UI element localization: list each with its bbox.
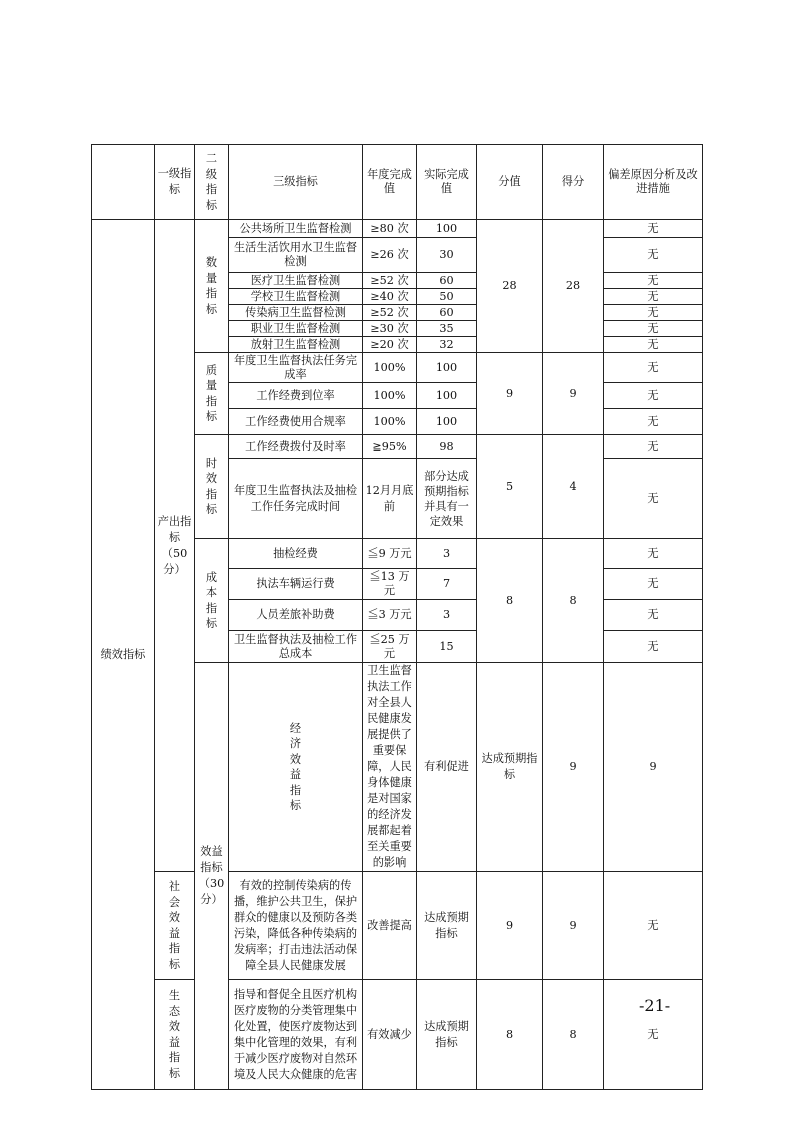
target-cell: ≧95% (363, 435, 417, 459)
target-cell: ≦9 万元 (363, 539, 417, 569)
score-value-cell: 9 (477, 872, 543, 980)
deviation-cell: 无 (604, 238, 703, 273)
header-score-value: 分值 (477, 145, 543, 220)
deviation-cell: 无 (604, 539, 703, 569)
deviation-cell: 无 (604, 569, 703, 600)
header-target: 年度完成值 (363, 145, 417, 220)
score-got-cell: 8 (543, 539, 604, 663)
level2-cell: 社 会 效 益 指 标 (155, 872, 195, 980)
level3-cell: 有效的控制传染病的传播，维护公共卫生，保护群众的健康以及预防各类污染，降低各种传染病的发病率；打击违法活动保障全县人民健康发展 (229, 872, 363, 980)
target-cell: ≥20 次 (363, 337, 417, 353)
target-cell: ≦3 万元 (363, 600, 417, 631)
deviation-cell: 无 (604, 305, 703, 321)
actual-cell: 3 (417, 539, 477, 569)
deviation-cell: 无 (604, 289, 703, 305)
header-level2: 二 级 指 标 (195, 145, 229, 220)
actual-cell: 60 (417, 305, 477, 321)
target-cell: ≥80 次 (363, 220, 417, 238)
score-got-cell: 9 (604, 663, 703, 872)
level3-cell: 指导和督促全且医疗机构医疗废物的分类管理集中化处置，使医疗废物达到集中化管理的效果，有利于减少医疗废物对自然环境及人民大众健康的危害 (229, 980, 363, 1090)
header-actual: 实际完成值 (417, 145, 477, 220)
actual-cell: 达成预期指标 (417, 872, 477, 980)
actual-cell: 32 (417, 337, 477, 353)
deviation-cell: 无 (604, 273, 703, 289)
level3-cell: 职业卫生监督检测 (229, 321, 363, 337)
score-got-cell: 28 (543, 220, 604, 353)
level3-cell: 卫生监督执法及抽检工作总成本 (229, 631, 363, 663)
level3-cell: 学校卫生监督检测 (229, 289, 363, 305)
score-value-cell: 5 (477, 435, 543, 539)
actual-cell: 98 (417, 435, 477, 459)
header-blank (92, 145, 155, 220)
cost-label: 成 本 指 标 (195, 539, 229, 663)
level3-cell: 工作经费使用合规率 (229, 409, 363, 435)
score-value-cell: 9 (543, 663, 604, 872)
level3-cell: 抽检经费 (229, 539, 363, 569)
level2-cell: 生 态 效 益 指 标 (155, 980, 195, 1090)
level2-cell: 经 济 效 益 指 标 (229, 663, 363, 872)
target-cell: 100% (363, 353, 417, 383)
table-row (92, 220, 703, 238)
deviation-cell: 无 (604, 872, 703, 980)
quality-label: 质 量 指 标 (195, 353, 229, 435)
level3-cell: 传染病卫生监督检测 (229, 305, 363, 321)
actual-cell: 7 (417, 569, 477, 600)
level3-cell: 工作经费拨付及时率 (229, 435, 363, 459)
performance-table (91, 144, 703, 1090)
actual-cell: 30 (417, 238, 477, 273)
score-value-cell: 8 (477, 980, 543, 1090)
actual-cell: 100 (417, 409, 477, 435)
level3-cell: 卫生监督执法工作对全县人民健康发展提供了重要保障，人民身体健康是对国家的经济发展都起着至关重要的影响 (363, 663, 417, 872)
actual-cell: 部分达成预期指标并具有一定效果 (417, 459, 477, 539)
target-cell: 100% (363, 383, 417, 409)
score-value-cell: 28 (477, 220, 543, 353)
target-cell: ≦25 万元 (363, 631, 417, 663)
level3-cell: 年度卫生监督执法及抽检工作任务完成时间 (229, 459, 363, 539)
deviation-cell: 无 (604, 980, 703, 1090)
header-level1: 一级指标 (155, 145, 195, 220)
deviation-cell: 无 (604, 337, 703, 353)
timeliness-label: 时 效 指 标 (195, 435, 229, 539)
score-value-cell: 9 (477, 353, 543, 435)
table-row (92, 980, 703, 1090)
header-deviation: 偏差原因分析及改进措施 (604, 145, 703, 220)
target-cell: ≥52 次 (363, 305, 417, 321)
level3-cell: 执法车辆运行费 (229, 569, 363, 600)
level0-label: 绩效指标 (92, 220, 155, 1090)
score-got-cell: 8 (543, 980, 604, 1090)
header-score-got: 得分 (543, 145, 604, 220)
quantity-label: 数 量 指 标 (195, 220, 229, 353)
target-cell: 100% (363, 409, 417, 435)
deviation-cell: 无 (604, 353, 703, 383)
actual-cell: 60 (417, 273, 477, 289)
deviation-cell: 无 (604, 220, 703, 238)
level3-cell: 人员差旅补助费 (229, 600, 363, 631)
header-row (92, 145, 703, 220)
output-label: 产出指标（50分） (155, 220, 195, 872)
deviation-cell: 无 (604, 321, 703, 337)
target-cell: 改善提高 (363, 872, 417, 980)
target-cell: ≥26 次 (363, 238, 417, 273)
score-got-cell: 4 (543, 435, 604, 539)
deviation-cell: 无 (604, 600, 703, 631)
deviation-cell: 无 (604, 435, 703, 459)
deviation-cell: 无 (604, 459, 703, 539)
actual-cell: 达成预期指标 (417, 980, 477, 1090)
deviation-cell: 无 (604, 409, 703, 435)
level3-cell: 医疗卫生监督检测 (229, 273, 363, 289)
benefit-label: 效益指标（30分） (195, 663, 229, 1090)
target-cell: 有效减少 (363, 980, 417, 1090)
actual-cell: 35 (417, 321, 477, 337)
page-number: -21- (639, 996, 671, 1015)
level3-cell: 生活生活饮用水卫生监督检测 (229, 238, 363, 273)
target-cell: 有利促进 (417, 663, 477, 872)
score-got-cell: 9 (543, 872, 604, 980)
actual-cell: 3 (417, 600, 477, 631)
actual-cell: 100 (417, 383, 477, 409)
level3-cell: 公共场所卫生监督检测 (229, 220, 363, 238)
target-cell: ≥52 次 (363, 273, 417, 289)
level3-cell: 年度卫生监督执法任务完成率 (229, 353, 363, 383)
deviation-cell: 无 (604, 631, 703, 663)
target-cell: ≥40 次 (363, 289, 417, 305)
level3-cell: 工作经费到位率 (229, 383, 363, 409)
score-got-cell: 9 (543, 353, 604, 435)
actual-cell: 100 (417, 220, 477, 238)
table-row (92, 872, 703, 980)
actual-cell: 50 (417, 289, 477, 305)
actual-cell: 15 (417, 631, 477, 663)
score-value-cell: 8 (477, 539, 543, 663)
actual-cell: 100 (417, 353, 477, 383)
target-cell: 12月月底前 (363, 459, 417, 539)
target-cell: ≦13 万元 (363, 569, 417, 600)
deviation-cell: 无 (604, 383, 703, 409)
header-level3: 三级指标 (229, 145, 363, 220)
level3-cell: 放射卫生监督检测 (229, 337, 363, 353)
actual-cell: 达成预期指标 (477, 663, 543, 872)
target-cell: ≥30 次 (363, 321, 417, 337)
